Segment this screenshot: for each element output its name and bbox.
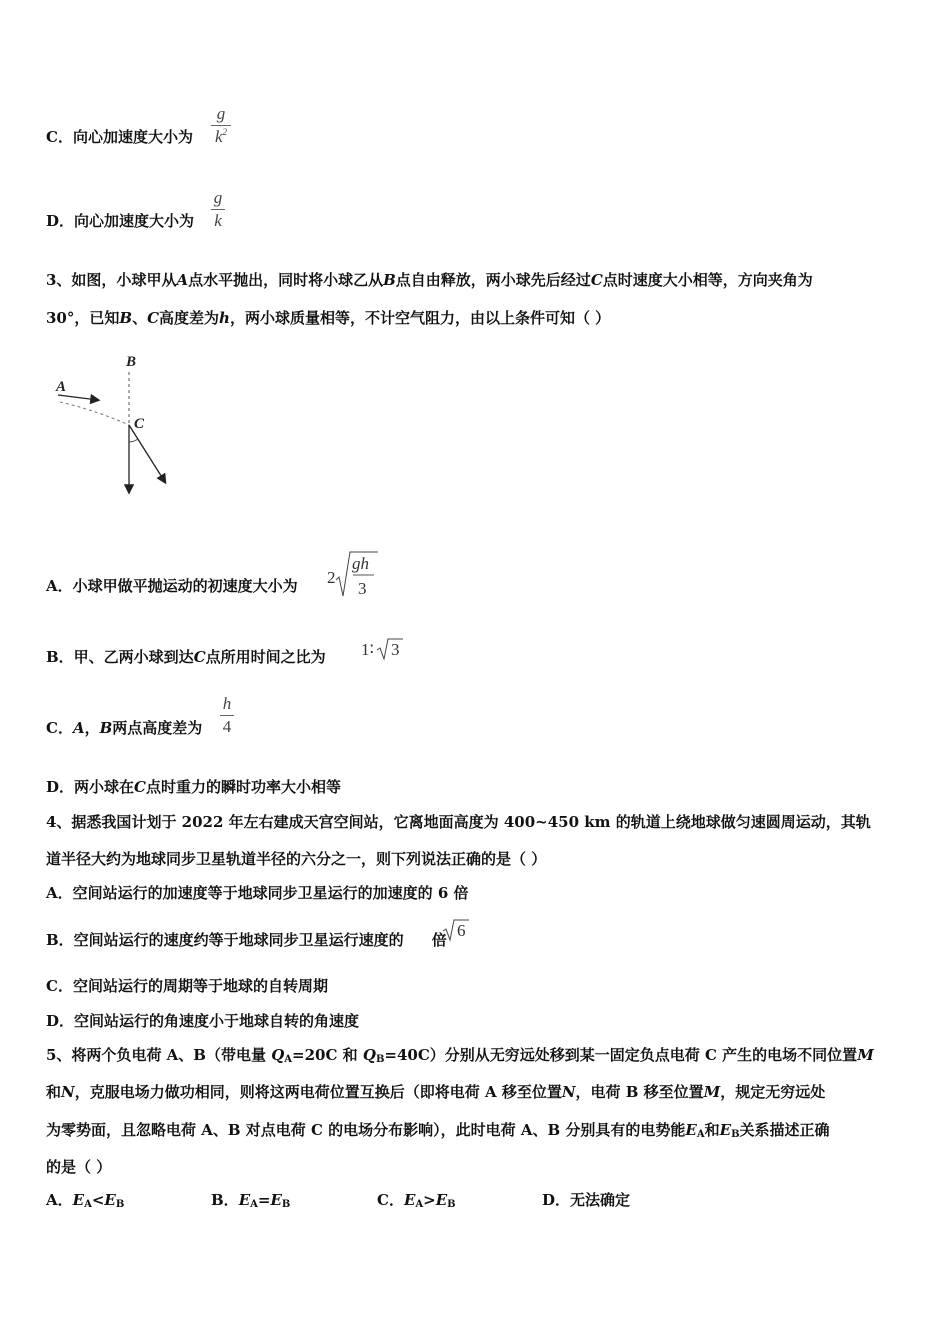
q4-stem-line2: 道半径大约为地球同步卫星轨道半径的六分之一，则下列说法正确的是（ ） (46, 850, 547, 868)
q5-stem-line2: 和N，克服电场力做功相同，则将这两电荷位置互换后（即将电荷 A 移至位置N，电荷 B 移至位置M，规定无穷远处 (46, 1083, 826, 1101)
q4-option-a: A．空间站运行的加速度等于地球同步卫星运行的加速度的 6 倍 (46, 884, 469, 902)
figure-label-c: C (134, 416, 145, 432)
q4-option-d: D．空间站运行的角速度小于地球自转的角速度 (46, 1012, 360, 1030)
q5-option-d: D．无法确定 (542, 1191, 631, 1209)
q5-stem-line1: 5、将两个负电荷 A、B（带电量 $Q_A=20C$ 和 $Q_B=40C$）分别从无穷远处移到某一固定负点电荷 C 产生的电场不同位置M (46, 1046, 874, 1065)
q3-option-c: C．A，B两点高度差为 (46, 719, 203, 737)
figure-label-b: B (126, 354, 137, 370)
q3-option-b-root: 3 (391, 640, 400, 659)
q3-option-a-num: gh (352, 554, 369, 573)
figure-oblique-velocity-arrow (129, 425, 165, 482)
q3-stem-line1: 3、如图，小球甲从A点水平抛出，同时将小球乙从B点自由释放，两小球先后经过C点时速度大小相等，方向夹角为 (46, 271, 813, 289)
q2-option-c: C．向心加速度大小为 (46, 128, 193, 146)
q3-option-c-fraction: h 4 (220, 694, 234, 737)
figure-horizontal-velocity-arrow (58, 395, 98, 400)
q4-option-b-root: 6 (457, 921, 466, 940)
q3-option-a-den: 3 (358, 579, 367, 598)
q3-option-a: A．小球甲做平抛运动的初速度大小为 (46, 577, 298, 595)
q3-option-b-sqrt-radical (376, 637, 404, 661)
q3-option-b-ratio: 1∶ (361, 640, 374, 659)
q2-option-c-fraction: g $k^2$ (211, 104, 231, 147)
q2-option-d-fraction: g k (211, 188, 225, 231)
q3-option-b: B．甲、乙两小球到达C点所用时间之比为 (46, 648, 326, 666)
figure-trajectory (60, 402, 129, 425)
q3-figure (50, 350, 180, 500)
q4-stem-line1: 4、据悉我国计划于 2022 年左右建成天宫空间站，它离地面高度为 400~450 km 的轨道上绕地球做匀速圆周运动，其轨 (46, 813, 871, 831)
q3-option-d: D．两小球在C点时重力的瞬时功率大小相等 (46, 778, 341, 796)
q5-option-b: B．$E_A=E_B$ (211, 1191, 291, 1210)
q4-option-b-sqrt-radical (442, 918, 470, 942)
figure-angle-arc (129, 439, 138, 442)
q4-option-c: C．空间站运行的周期等于地球的自转周期 (46, 977, 328, 995)
q4-option-b: B．空间站运行的速度约等于地球同步卫星运行速度的 倍 (46, 931, 447, 949)
q2-option-d: D．向心加速度大小为 (46, 212, 195, 230)
q5-option-c: C．$E_A>E_B$ (377, 1191, 456, 1210)
q5-option-a: A．$E_A<E_B$ (46, 1191, 125, 1210)
q5-stem-line4: 的是（ ） (46, 1158, 112, 1176)
q5-stem-line3: 为零势面，且忽略电荷 A、B 对点电荷 C 的电场分布影响），此时电荷 A、B 分别具有的电势能$E_A$和$E_B$关系描述正确 (46, 1121, 830, 1140)
q3-stem-line2: 30°，已知B、C高度差为h，两小球质量相等，不计空气阻力，由以上条件可知（ ） (46, 309, 611, 327)
q3-option-a-coef: 2 (327, 568, 336, 587)
figure-label-a: A (56, 379, 67, 395)
